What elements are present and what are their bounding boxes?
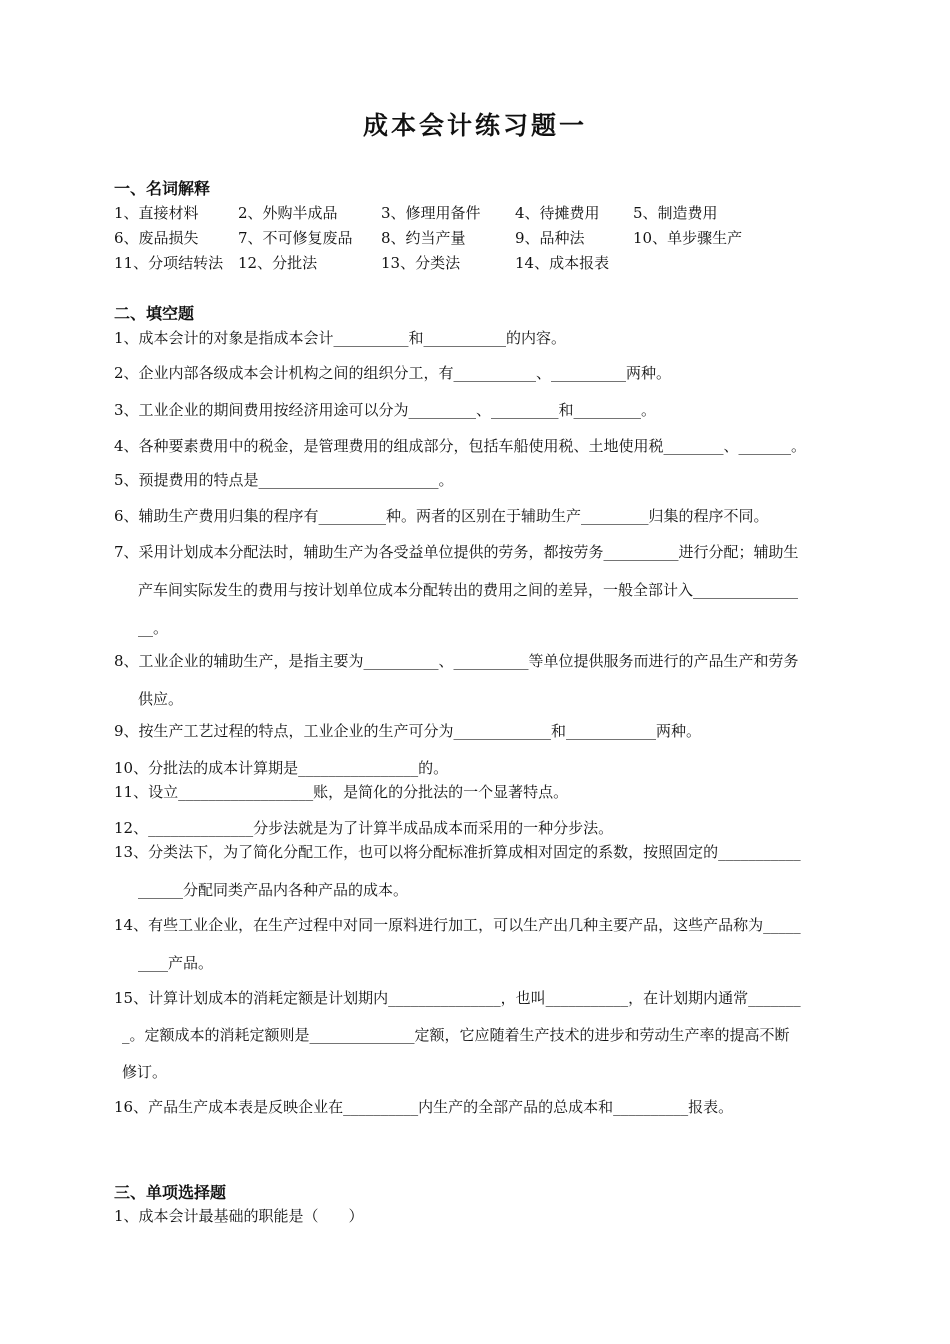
term-item: 14、成本报表 — [515, 254, 610, 272]
term-item: 5、制造费用 — [633, 204, 718, 222]
term-item: 10、单步骤生产 — [633, 229, 743, 247]
question-line: 2、企业内部各级成本会计机构之间的组织分工，有___________、__________两种。 — [114, 364, 672, 382]
question-line: 12、______________分步法就是为了计算半成品成本而采用的一种分步法。 — [114, 819, 614, 837]
question-line: 16、产品生产成本表是反映企业在__________内生产的全部产品的总成本和__________报表。 — [114, 1098, 734, 1116]
question-line-continued: ______分配同类产品内各种产品的成本。 — [138, 881, 409, 899]
question-line-continued: _。定额成本的消耗定额则是______________定额，它应随着生产技术的进步和劳动生产率的提高不断 — [122, 1026, 790, 1044]
section-heading-terms: 一、名词解释 — [114, 179, 211, 198]
question-line: 4、各种要素费用中的税金，是管理费用的组成部分，包括车船使用税、土地使用税________、_______。 — [114, 437, 807, 455]
question-line: 1、成本会计的对象是指成本会计__________和___________的内容。 — [114, 329, 567, 347]
question-line: 13、分类法下，为了简化分配工作，也可以将分配标准折算成相对固定的系数，按照固定的___________ — [114, 843, 801, 861]
term-item: 9、品种法 — [515, 229, 585, 247]
question-line: 3、工业企业的期间费用按经济用途可以分为_________、_________和_________。 — [114, 401, 657, 419]
question-line: 15、计算计划成本的消耗定额是计划期内_______________，也叫___________，在计划期内通常_______ — [114, 989, 801, 1007]
question-line: 11、设立__________________账，是简化的分批法的一个显著特点。 — [114, 783, 569, 801]
term-item: 13、分类法 — [381, 254, 461, 272]
question-line-continued: 修订。 — [122, 1063, 168, 1081]
term-item: 4、待摊费用 — [515, 204, 600, 222]
term-item: 6、废品损失 — [114, 229, 199, 247]
term-item: 12、分批法 — [238, 254, 318, 272]
term-item: 11、分项结转法 — [114, 254, 224, 272]
section-heading-single-choice: 三、单项选择题 — [114, 1183, 227, 1202]
question-line: 10、分批法的成本计算期是________________的。 — [114, 759, 449, 777]
term-item: 8、约当产量 — [381, 229, 466, 247]
question-line-continued: __。 — [138, 619, 169, 637]
question-line: 6、辅助生产费用归集的程序有_________种。两者的区别在于辅助生产_________归集的程序不同。 — [114, 507, 769, 525]
question-line: 1、成本会计最基础的职能是（ ） — [114, 1207, 364, 1225]
section-heading-fill-blank: 二、填空题 — [114, 304, 195, 323]
term-item: 1、直接材料 — [114, 204, 199, 222]
term-item: 7、不可修复废品 — [238, 229, 353, 247]
question-line-continued: ____产品。 — [138, 954, 214, 972]
question-line: 8、工业企业的辅助生产，是指主要为__________、__________等单位提供服务而进行的产品生产和劳务 — [114, 652, 799, 670]
document-title: 成本会计练习题一 — [362, 111, 587, 140]
question-line-continued: 供应。 — [138, 690, 184, 708]
term-item: 3、修理用备件 — [381, 204, 481, 222]
question-line-continued: 产车间实际发生的费用与按计划单位成本分配转出的费用之间的差异，一般全部计入______________ — [138, 581, 799, 599]
question-line: 5、预提费用的特点是________________________。 — [114, 471, 454, 489]
question-line: 14、有些工业企业，在生产过程中对同一原料进行加工，可以生产出几种主要产品，这些产品称为_____ — [114, 916, 801, 934]
question-line: 7、采用计划成本分配法时，辅助生产为各受益单位提供的劳务，都按劳务__________进行分配；辅助生 — [114, 543, 799, 561]
question-line: 9、按生产工艺过程的特点，工业企业的生产可分为_____________和____________两种。 — [114, 722, 702, 740]
term-item: 2、外购半成品 — [238, 204, 338, 222]
